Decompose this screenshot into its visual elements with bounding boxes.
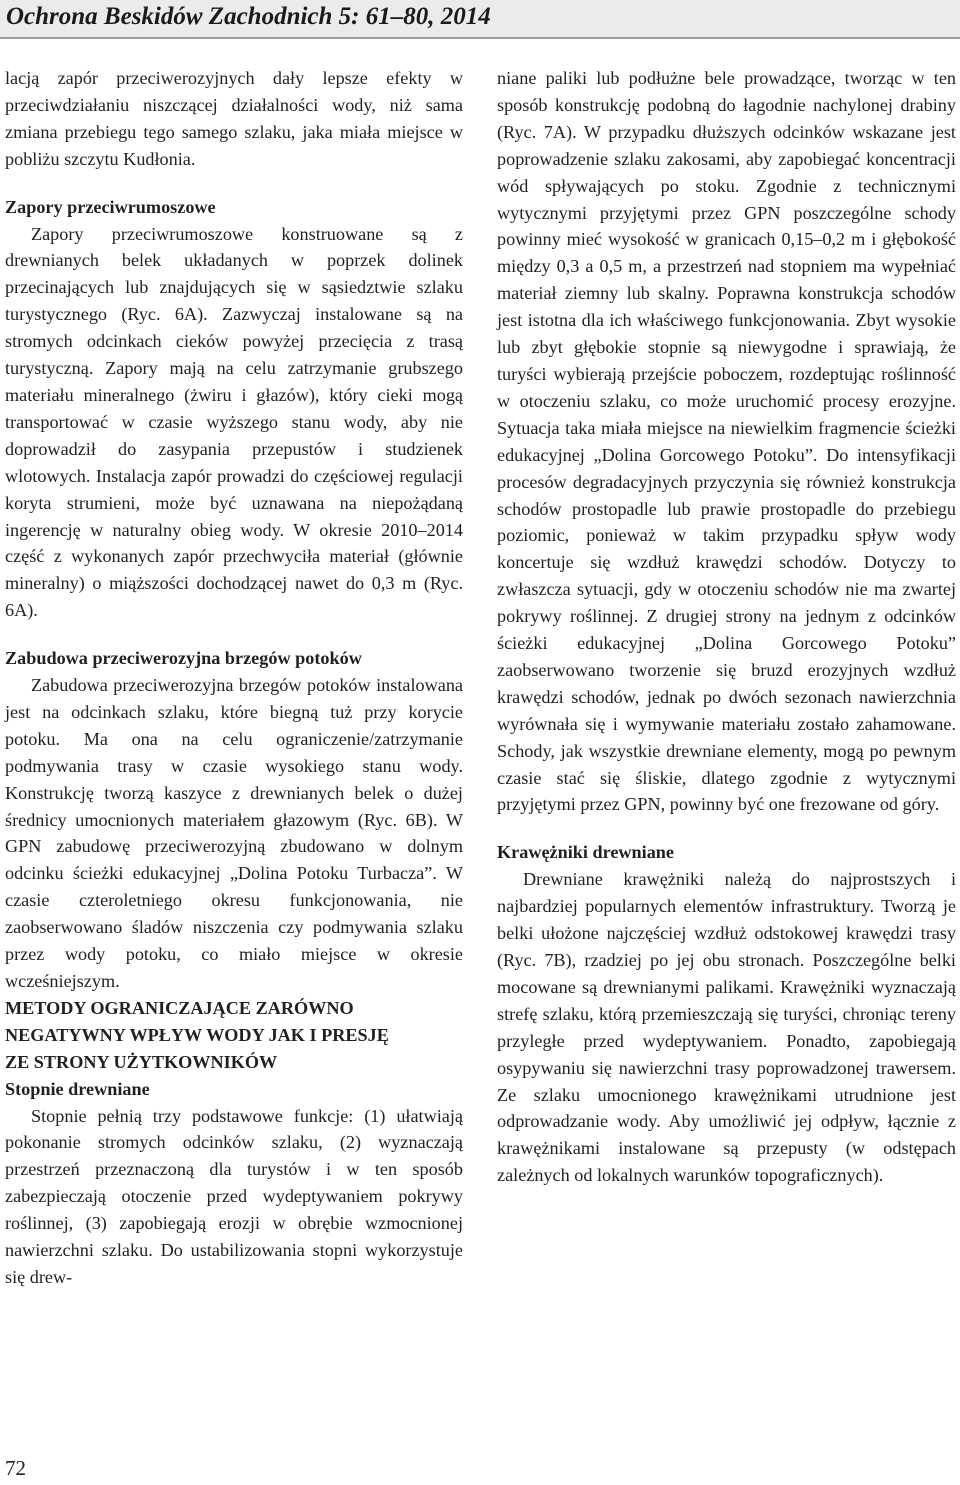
running-header [0, 0, 960, 39]
section-text-zabudowa: Zabudowa przeciwerozyjna brzegów potoków instalowana jest na odcinkach szlaku, które biegną tuż przy korycie potoku. Ma ona na celu ograniczenie/zatrzymanie podmywania trasy w czasie wysokiego stanu wody. Konstrukcję tworzą kaszyce z drewnianych belek o dużej średnicy umocnionych materiałem głazowym (Ryc. 6B). W GPN zabudowę przeciwerozyjną zbudowano w dolnym odcinku ścieżki edukacyjnej „Dolina Potoku Turbacza”. W czasie czteroletniego okresu funkcjonowania, nie zaobserwowano śladów niszczenia czy podmywania szlaku przez wody potoku, co miało miejsce w okresie wcześniejszym. [5, 675, 463, 991]
section-heading-zapory: Zapory przeciwrumoszowe [5, 196, 216, 217]
page-number: 72 [5, 1456, 26, 1480]
section-heading-stopnie: Stopnie drewniane [5, 1078, 150, 1099]
section-text-krawezniki: Drewniane krawężniki należą do najprostszych i najbardziej popularnych elementów infrastruktury. Tworzą je belki ułożone najczęściej wzdłuż odstokowej krawędzi trasy (Ryc. 7B), rzadziej po jej obu stronach. Poszczególne belki mocowane są drewnianymi palikami. Krawężniki wyznaczają strefę szlaku, którą przemieszczają się turyści, chroniąc tereny przyległe przed wydeptywaniem. Ponadto, zapobiegają osypywaniu się nawierzchni trasy poprowadzonej trawersem. Ze szlaku umocnionego krawężnikami utrudnione jest odprowadzanie wody. Aby umożliwić jej odpływ, łącznie z krawężnikami instalowane są przepusty (w odstępach zależnych od lokalnych warunków topograficznych). [497, 869, 956, 1186]
continuation-paragraph: niane paliki lub podłużne bele prowadzące, tworząc w ten sposób konstrukcję podobną do łagodnie nachylonej drabiny (Ryc. 7A). W przypadku dłuższych odcinków wskazane jest poprowadzenie szlaku zakosami, aby zapobiegać koncentracji wód spływających po stoku. Zgodnie z technicznymi wytycznymi przyjętymi przez GPN poszczególne schody powinny mieć wysokość w granicach 0,15–0,2 m i głębokość między 0,3 a 0,5 m, a przestrzeń nad stopniem ma wypełniać materiał ziemny lub skalny. Poprawna konstrukcja schodów jest istotna dla ich właściwego funkcjonowania. Zbyt wysokie lub zbyt głębokie stopnie są niewygodne i sprawiają, że turyści wybierają przejście poboczem, rozdeptując roślinność w otoczeniu szlaku, co może uruchomić procesy erozyjne. Sytuacja taka miała miejsce na niewielkim fragmencie ścieżki edukacyjnej „Dolina Gorcowego Potoku”. Do intensyfikacji procesów degradacyjnych przyczynia się również konstrukcja schodów prostopadle lub prawie prostopadle do przebiegu poziomic, ponieważ w takim przypadku spływ wody koncertuje się wzdłuż krawędzi schodów. Dotyczy to zwłaszcza sytuacji, gdy w otoczeniu schodów nie ma zwartej pokrywy roślinnej. Z drugiej strony na jednym z odcinków ścieżki edukacyjnej „Dolina Gorcowego Potoku” zaobserwowano tworzenie się bruzd erozyjnych wzdłuż krawędzi schodów, jednak po dwóch sezonach nawierzchnia wyrównała się i wymywanie materiału zostało zahamowane. Schody, jak wszystkie drewniane elementy, mogą po pewnym czasie stać się śliskie, dlatego zgodnie z wytycznymi przyjętymi przez GPN, powinny być one frezowane od góry. [497, 68, 956, 815]
main-section-heading [5, 995, 463, 1076]
section-heading-zabudowa: Zabudowa przeciwerozyjna brzegów potoków [5, 648, 362, 669]
left-column [5, 65, 463, 1291]
section-text-zapory: Zapory przeciwrumoszowe konstruowane są z drewnianych belek układanych w poprzek dolinek przecinających lub znajdujących się w sąsiedztwie szlaku turystycznego (Ryc. 6A). Zazwyczaj instalowane są na stromych odcinkach cieków powyżej przecięcia z trasą turystyczną. Zapory mają na celu zatrzymanie grubszego materiału mineralnego (żwiru i głazów), który cieki mogą transportować w czasie wyższego stanu wody, aby nie doprowadził do zasypania przepustów i studzienek wlotowych. Instalacja zapór prowadzi do częściowej regulacji koryta strumieni, może być uznawana na niepożądaną ingerencję w naturalny obieg wody. W okresie 2010–2014 część z wykonanych zapór przechwyciła materiał (głównie mineralny) o miąższości dochodzącej nawet do 0,3 m (Ryc. 6A). [5, 223, 463, 621]
intro-paragraph: lacją zapór przeciwerozyjnych dały lepsze efekty w przeciwdziałaniu niszczącej działalności wody, niż sama zmiana przebiegu tego samego szlaku, jaka miała miejsce w pobliżu szczytu Kudłonia. [5, 68, 463, 169]
section-text-stopnie: Stopnie pełnią trzy podstawowe funkcje: (1) ułatwiają pokonanie stromych odcinków szlaku, (2) wyznaczają przestrzeń przeznaczoną dla turystów i w ten sposób zabezpieczają otoczenie przed wydeptywaniem pokrywy roślinnej, (3) zapobiegają erozji w obrębie wzmocnionej nawierzchni szlaku. Do ustabilizowania stopni wykorzystuje się drew- [5, 1105, 463, 1287]
main-heading-line: METODY OGRANICZAJĄCE ZARÓWNO [5, 997, 354, 1018]
journal-citation: Ochrona Beskidów Zachodnich 5: 61–80, 2014 [6, 3, 491, 30]
right-column [497, 65, 956, 1189]
main-heading-line: ZE STRONY UŻYTKOWNIKÓW [5, 1051, 278, 1072]
section-heading-krawezniki: Krawężniki drewniane [497, 842, 674, 863]
main-heading-line: NEGATYWNY WPŁYW WODY JAK I PRESJĘ [5, 1024, 389, 1045]
